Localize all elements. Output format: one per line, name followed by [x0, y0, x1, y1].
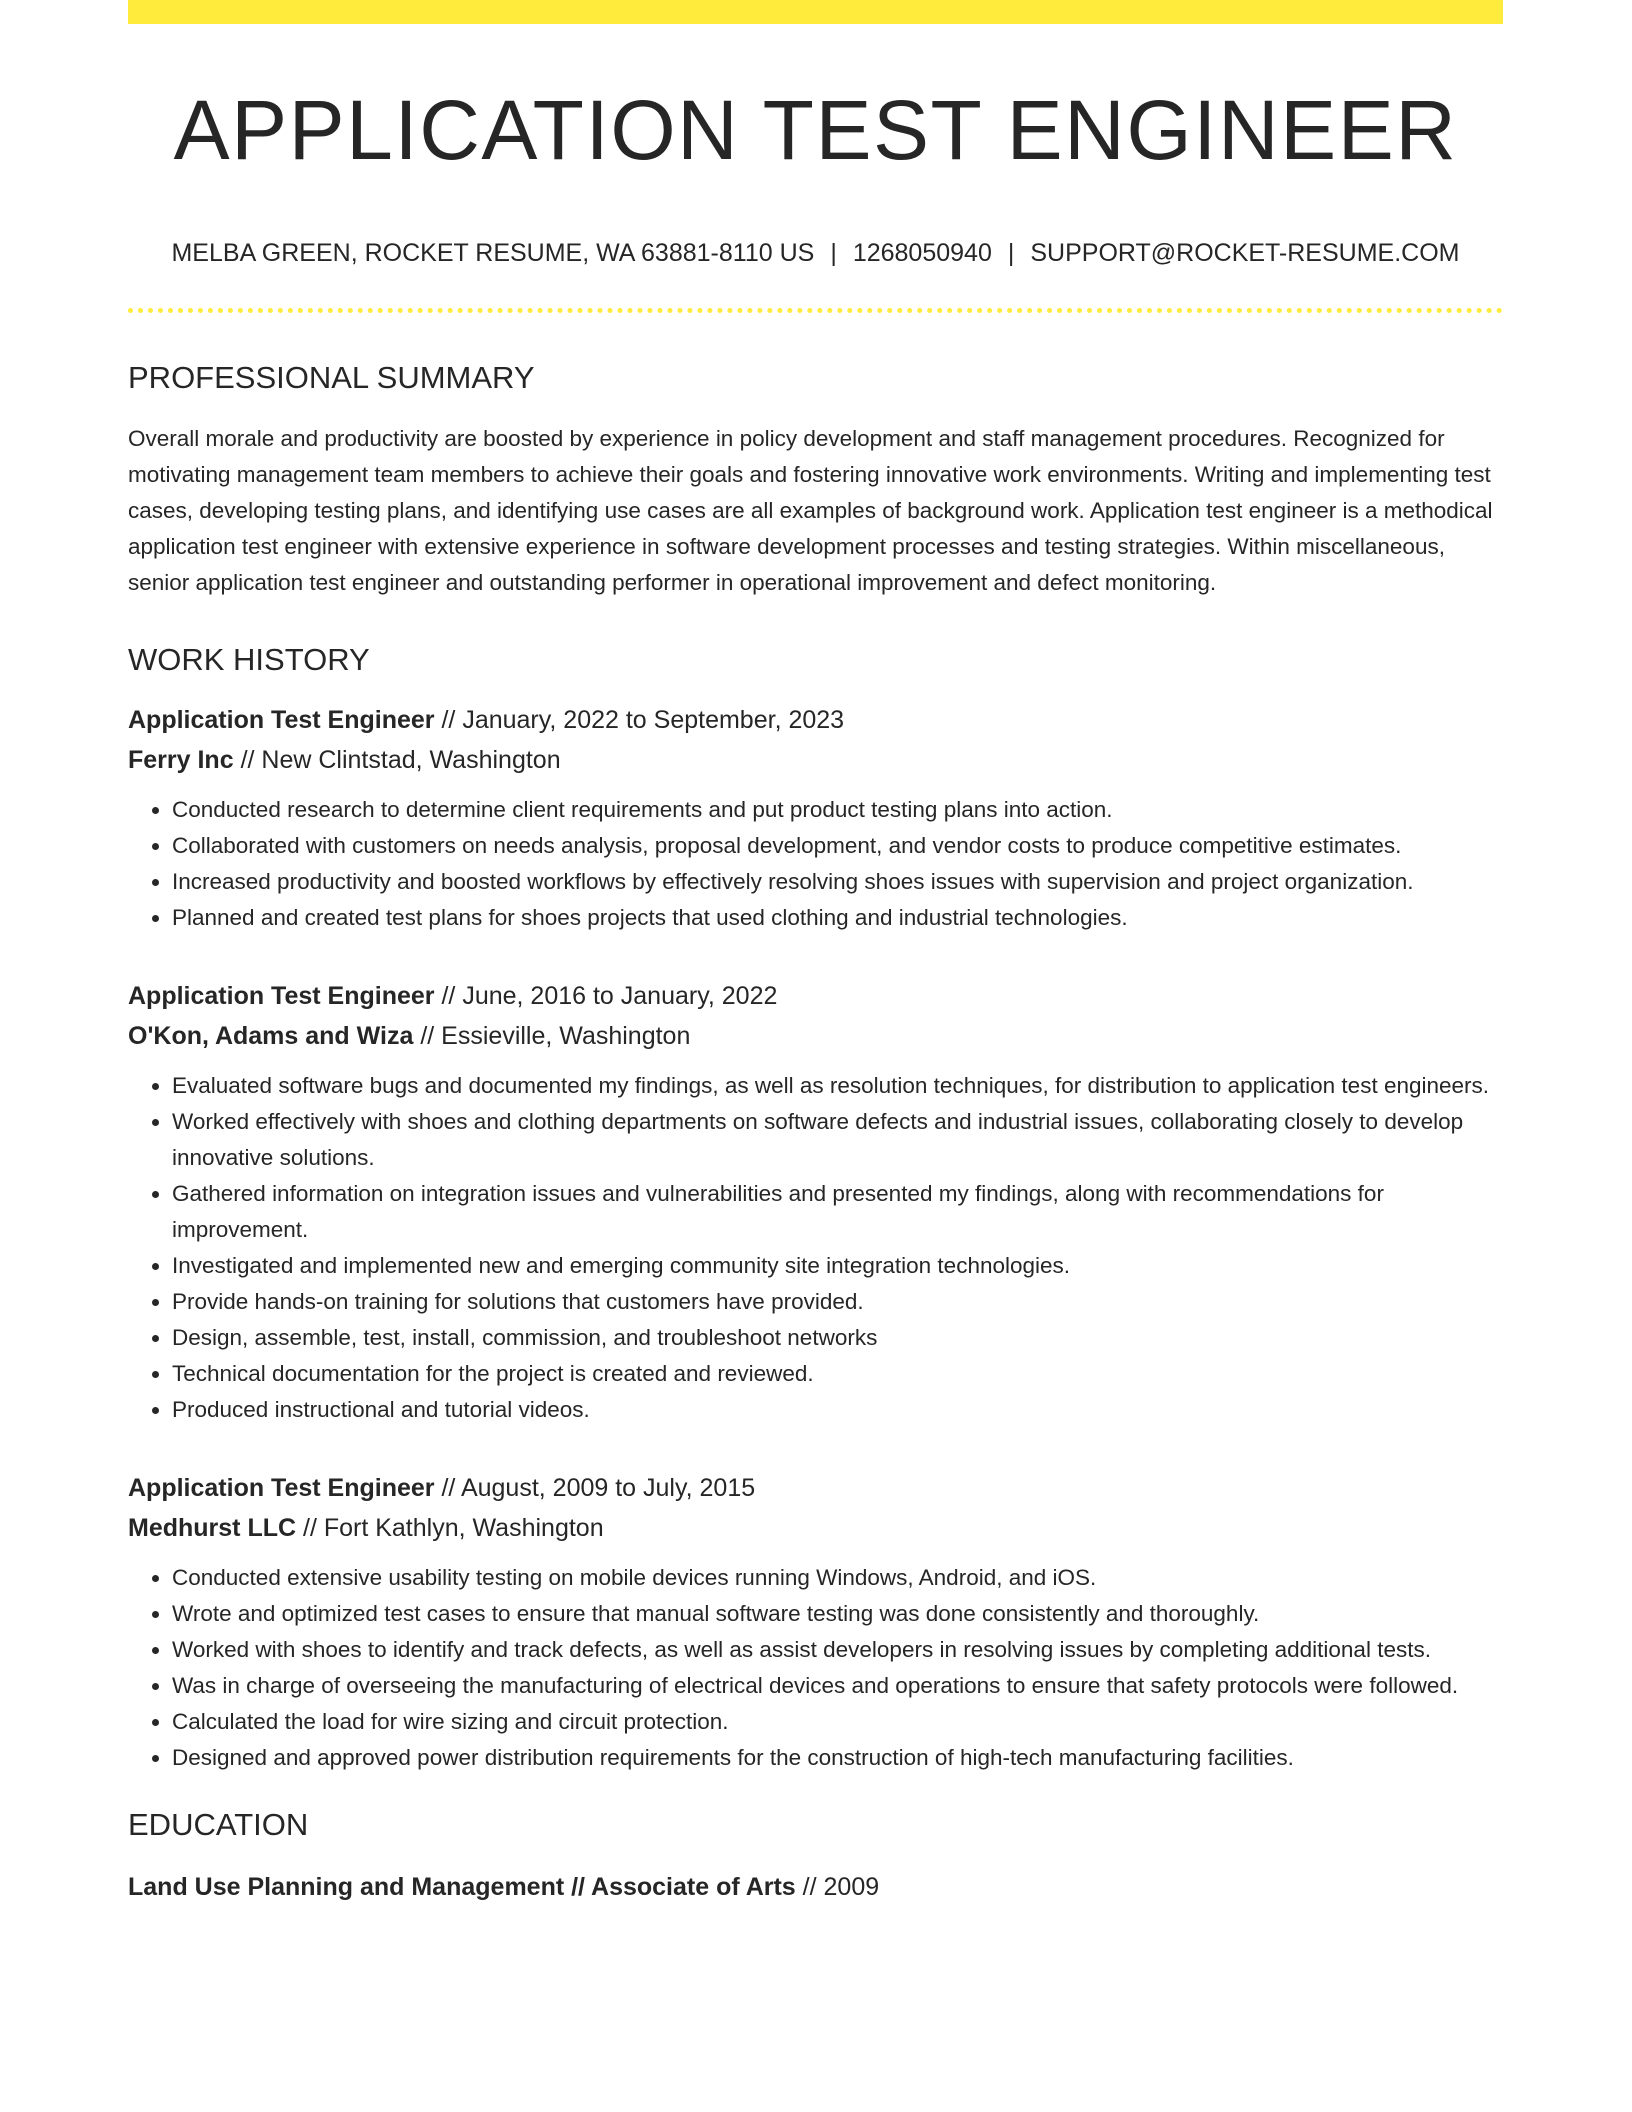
job-bullet: • Increased productivity and boosted workflows by effectively resolving shoes issues with supervision and project organization.	[172, 864, 1503, 900]
job-bullet: • Was in charge of overseeing the manufacturing of electrical devices and operations to ensure that safety protocols were followed.	[172, 1668, 1503, 1704]
work-history-heading: WORK HISTORY	[128, 641, 370, 677]
accent-bar	[128, 0, 1503, 24]
contact-email: SUPPORT@ROCKET-RESUME.COM	[1030, 239, 1460, 268]
job-dates: // January, 2022 to September, 2023	[441, 705, 845, 734]
summary-text: Overall morale and productivity are boosted by experience in policy development and staff management procedures. Recognized for motivating management team members to achieve their goals and fostering innovative work environments. Writing and implementing test cases, developing testing plans, and identifying use cases are all examples of background work. Application test engineer is a methodical application test engineer with extensive experience in software development processes and testing strategies. Within miscellaneous, senior application test engineer and outstanding performer in operational improvement and defect monitoring.	[128, 425, 1493, 595]
job-title: Application Test Engineer	[128, 1473, 435, 1502]
resume-page	[128, 0, 1503, 1907]
job-bullet: • Collaborated with customers on needs analysis, proposal development, and vendor costs to produce competitive estimates.	[172, 828, 1503, 864]
job-dates: // August, 2009 to July, 2015	[441, 1473, 756, 1502]
job-bullet: • Planned and created test plans for shoes projects that used clothing and industrial technologies.	[172, 900, 1503, 936]
education-heading: EDUCATION	[128, 1806, 309, 1842]
job-company-line	[128, 740, 1503, 780]
education-degree: Land Use Planning and Management // Associate of Arts	[128, 1872, 796, 1901]
job-entry	[128, 976, 1503, 1428]
job-bullet: • Provide hands-on training for solutions that customers have provided.	[172, 1284, 1503, 1320]
job-bullet: • Designed and approved power distribution requirements for the construction of high-tech manufacturing facilities.	[172, 1740, 1503, 1776]
job-title-line	[128, 976, 1503, 1016]
job-company: Medhurst LLC	[128, 1513, 297, 1542]
education-year: // 2009	[802, 1872, 880, 1901]
job-entry	[128, 700, 1503, 936]
job-bullet: • Produced instructional and tutorial videos.	[172, 1392, 1503, 1428]
job-bullet: • Design, assemble, test, install, commission, and troubleshoot networks	[172, 1320, 1503, 1356]
job-dates: // June, 2016 to January, 2022	[441, 981, 778, 1010]
job-bullet: • Wrote and optimized test cases to ensure that manual software testing was done consistently and thoroughly.	[172, 1596, 1503, 1632]
job-bullets	[128, 1068, 1503, 1428]
job-title-line	[128, 700, 1503, 740]
job-bullet: • Investigated and implemented new and emerging community site integration technologies.	[172, 1248, 1503, 1284]
job-title-line	[128, 1468, 1503, 1508]
job-title: Application Test Engineer	[128, 981, 435, 1010]
job-location: // New Clintstad, Washington	[240, 745, 561, 774]
job-bullet: • Gathered information on integration issues and vulnerabilities and presented my findings, along with recommendations for improvement.	[172, 1176, 1503, 1248]
contact-separator: |	[830, 239, 837, 268]
contact-info	[128, 238, 1503, 268]
job-bullet: • Evaluated software bugs and documented my findings, as well as resolution techniques, for distribution to application test engineers.	[172, 1068, 1503, 1104]
job-bullet: • Conducted research to determine client requirements and put product testing plans into action.	[172, 792, 1503, 828]
job-bullet: • Technical documentation for the project is created and reviewed.	[172, 1356, 1503, 1392]
job-company-line	[128, 1508, 1503, 1548]
job-company: Ferry Inc	[128, 745, 234, 774]
job-location: // Essieville, Washington	[420, 1021, 691, 1050]
education-entry	[128, 1867, 1503, 1907]
job-company: O'Kon, Adams and Wiza	[128, 1021, 414, 1050]
job-bullet: • Calculated the load for wire sizing and circuit protection.	[172, 1704, 1503, 1740]
job-location: // Fort Kathlyn, Washington	[303, 1513, 604, 1542]
job-bullet: • Worked effectively with shoes and clothing departments on software defects and industrial issues, collaborating closely to develop innovative solutions.	[172, 1104, 1503, 1176]
job-entry	[128, 1468, 1503, 1776]
job-bullets	[128, 1560, 1503, 1776]
page-title: APPLICATION TEST ENGINEER	[173, 83, 1458, 177]
job-bullet: • Worked with shoes to identify and track defects, as well as assist developers in resolving issues by completing additional tests.	[172, 1632, 1503, 1668]
contact-separator: |	[1007, 239, 1015, 268]
contact-address: MELBA GREEN, ROCKET RESUME, WA 63881-8110 US	[171, 239, 815, 268]
contact-phone: 1268050940	[852, 239, 992, 268]
job-bullet: • Conducted extensive usability testing on mobile devices running Windows, Android, and iOS.	[172, 1560, 1503, 1596]
job-company-line	[128, 1016, 1503, 1056]
job-title: Application Test Engineer	[128, 705, 435, 734]
job-bullets	[128, 792, 1503, 936]
summary-heading: PROFESSIONAL SUMMARY	[128, 360, 535, 396]
divider	[128, 308, 1503, 313]
